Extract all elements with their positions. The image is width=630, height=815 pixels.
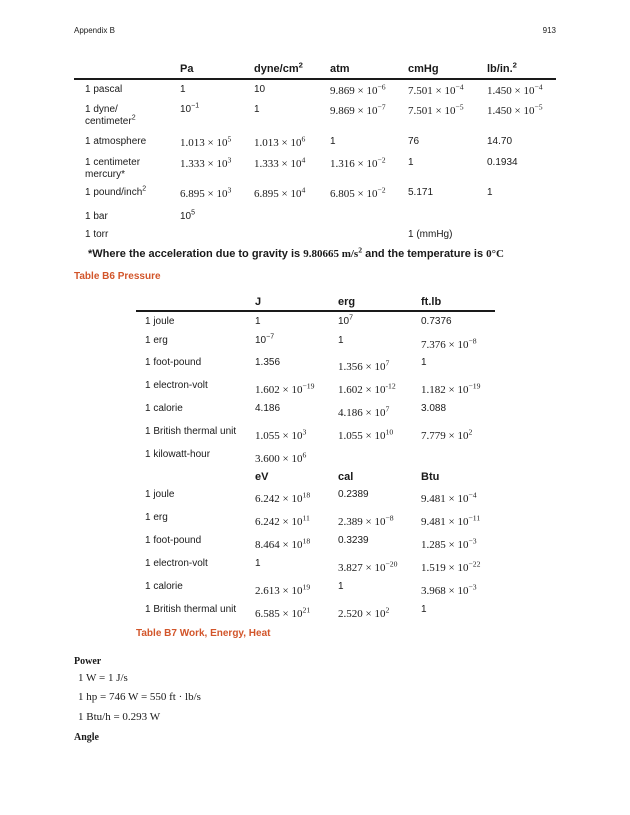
table-cell: $1.519 \times 10^{-22}$ [421, 559, 481, 574]
table-cell: $3.827 \times 10^{-20}$ [338, 559, 398, 574]
row-label: 1 foot-pound [145, 357, 202, 368]
power-formula: 1 hp = 746 W = 550 ft · lb/s [78, 691, 201, 703]
row-label: 1 torr [85, 229, 109, 240]
pressure-table-caption: Table B6 Pressure [74, 271, 161, 282]
table-cell: 1 [255, 316, 261, 327]
power-formula: 1 W = 1 J/s [78, 672, 128, 684]
energy-table-rule [136, 310, 495, 312]
table-cell: 1.356 [255, 357, 281, 368]
table-cell: $1.316 \times 10^{-2}$ [330, 155, 386, 170]
table-cell: 0.3239 [338, 535, 369, 546]
table-cell: 0.2389 [338, 489, 369, 500]
table-cell: 1 [330, 136, 336, 147]
running-header: Appendix B [74, 26, 115, 35]
table-cell: $1.182 \times 10^{-19}$ [421, 381, 481, 396]
row-label: 1 pound/inch$^2$ [85, 185, 147, 198]
page-number: 913 [542, 26, 556, 35]
table-cell: $1.450 \times 10^{-4}$ [487, 82, 543, 97]
table-cell: $9.481 \times 10^{-4}$ [421, 490, 477, 505]
table-cell: 1 [254, 104, 260, 115]
table-cell: $1.013 \times 10^6$ [254, 134, 306, 149]
table-cell: 0.7376 [421, 316, 452, 327]
table-cell: 0.1934 [487, 157, 518, 168]
table-cell: 1 [255, 558, 261, 569]
table-cell: 1 [421, 357, 427, 368]
table-cell: 3.088 [421, 403, 447, 414]
table-cell: $2.389 \times 10^{-8}$ [338, 513, 394, 528]
row-label: 1 joule [145, 316, 175, 327]
row-label: 1 British thermal unit [145, 426, 237, 437]
table-cell: $10^7$ [338, 314, 354, 327]
column-header: dyne/$cm^2$ [254, 60, 303, 75]
table-cell: $6.895 \times 10^3$ [180, 185, 232, 200]
column-header: cal [338, 471, 354, 483]
row-label: 1 British thermal unit [145, 604, 237, 615]
row-label: 1 dyne/ centimeter$^2$ [85, 104, 136, 127]
table-cell: $8.464 \times 10^{18}$ [255, 536, 311, 551]
row-label: 1 calorie [145, 581, 183, 592]
table-cell: 1 [338, 335, 344, 346]
table-cell: 1 [487, 187, 493, 198]
table-cell: $1.333 \times 10^4$ [254, 155, 306, 170]
footnote-middle: and the temperature is [365, 248, 484, 260]
table-cell: $10^{-7}$ [255, 333, 275, 346]
column-header: eV [255, 471, 269, 483]
table-cell: 4.186 [255, 403, 281, 414]
table-cell: 1 [421, 604, 427, 615]
footnote-temperature: 0°C [486, 248, 504, 260]
row-label: 1 electron-volt [145, 380, 208, 391]
table-cell: $2.613 \times 10^{19}$ [255, 582, 311, 597]
column-header: ft.lb [421, 296, 442, 308]
row-label: 1 kilowatt-hour [145, 449, 211, 460]
table-cell: $1.333 \times 10^3$ [180, 155, 232, 170]
table-cell: $6.805 \times 10^{-2}$ [330, 185, 386, 200]
table-cell: 14.70 [487, 136, 513, 147]
table-cell: $6.585 \times 10^{21}$ [255, 605, 311, 620]
column-header: atm [330, 63, 350, 75]
table-cell: $1.602 \times 10^{-19}$ [255, 381, 315, 396]
row-label: 1 erg [145, 335, 168, 346]
table-cell: $3.600 \times 10^6$ [255, 450, 307, 465]
table-cell: $10^{-1}$ [180, 102, 200, 115]
table-cell: 1 [180, 84, 186, 95]
column-header: Pa [180, 63, 194, 75]
table-cell: $7.501 \times 10^{-5}$ [408, 102, 464, 117]
table-cell: $3.968 \times 10^{-3}$ [421, 582, 477, 597]
table-cell: $9.869 \times 10^{-7}$ [330, 102, 386, 117]
power-formula: 1 Btu/h = 0.293 W [78, 711, 161, 723]
column-header: erg [338, 296, 356, 308]
column-header: cmHg [408, 63, 439, 75]
table-cell: $4.186 \times 10^7$ [338, 404, 390, 419]
table-cell: $1.356 \times 10^7$ [338, 358, 390, 373]
column-header: lb/in.$^2$ [487, 60, 517, 75]
table-cell: $2.520 \times 10^2$ [338, 605, 390, 620]
table-cell: 1 (mmHg) [408, 229, 453, 240]
row-label: 1 foot-pound [145, 535, 202, 546]
table-cell: $10^5$ [180, 209, 196, 222]
row-label: 1 centimeter mercury* [85, 157, 141, 180]
table-cell: $1.450 \times 10^{-5}$ [487, 102, 543, 117]
table-cell: $1.055 \times 10^3$ [255, 427, 307, 442]
table-cell: $9.869 \times 10^{-6}$ [330, 82, 386, 97]
table-cell: 76 [408, 136, 420, 147]
row-label: 1 bar [85, 211, 108, 222]
row-label: 1 atmosphere [85, 136, 147, 147]
row-label: 1 electron-volt [145, 558, 208, 569]
row-label: 1 pascal [85, 84, 123, 95]
table-cell: $6.242 \times 10^{11}$ [255, 513, 310, 528]
table-cell: $1.055 \times 10^{10}$ [338, 427, 394, 442]
table-cell: 1 [338, 581, 344, 592]
table-cell: 1 [408, 157, 414, 168]
table-cell: $7.779 \times 10^2$ [421, 427, 473, 442]
pressure-footnote [88, 245, 504, 260]
table-cell: $1.285 \times 10^{-3}$ [421, 536, 477, 551]
pressure-table-rule [74, 78, 556, 80]
row-label: 1 erg [145, 512, 168, 523]
table-cell: $7.376 \times 10^{-8}$ [421, 336, 477, 351]
column-header: Btu [421, 471, 440, 483]
row-label: 1 calorie [145, 403, 183, 414]
table-cell: $1.013 \times 10^5$ [180, 134, 232, 149]
power-heading: Power [74, 656, 102, 667]
table-cell: $6.242 \times 10^{18}$ [255, 490, 311, 505]
angle-heading: Angle [74, 732, 99, 743]
footnote-gravity: 9.80665 $m/s^2$ [303, 245, 363, 260]
energy-table-caption: Table B7 Work, Energy, Heat [136, 628, 271, 639]
table-cell: 10 [254, 84, 266, 95]
table-cell: $9.481 \times 10^{-11}$ [421, 513, 481, 528]
table-cell: 5.171 [408, 187, 434, 198]
table-cell: $6.895 \times 10^4$ [254, 185, 306, 200]
table-cell: $7.501 \times 10^{-4}$ [408, 82, 464, 97]
row-label: 1 joule [145, 489, 175, 500]
footnote-prefix: *Where the acceleration due to gravity is [88, 248, 301, 260]
column-header: J [255, 296, 262, 308]
table-cell: $1.602 \times 10^{-12}$ [338, 381, 396, 396]
